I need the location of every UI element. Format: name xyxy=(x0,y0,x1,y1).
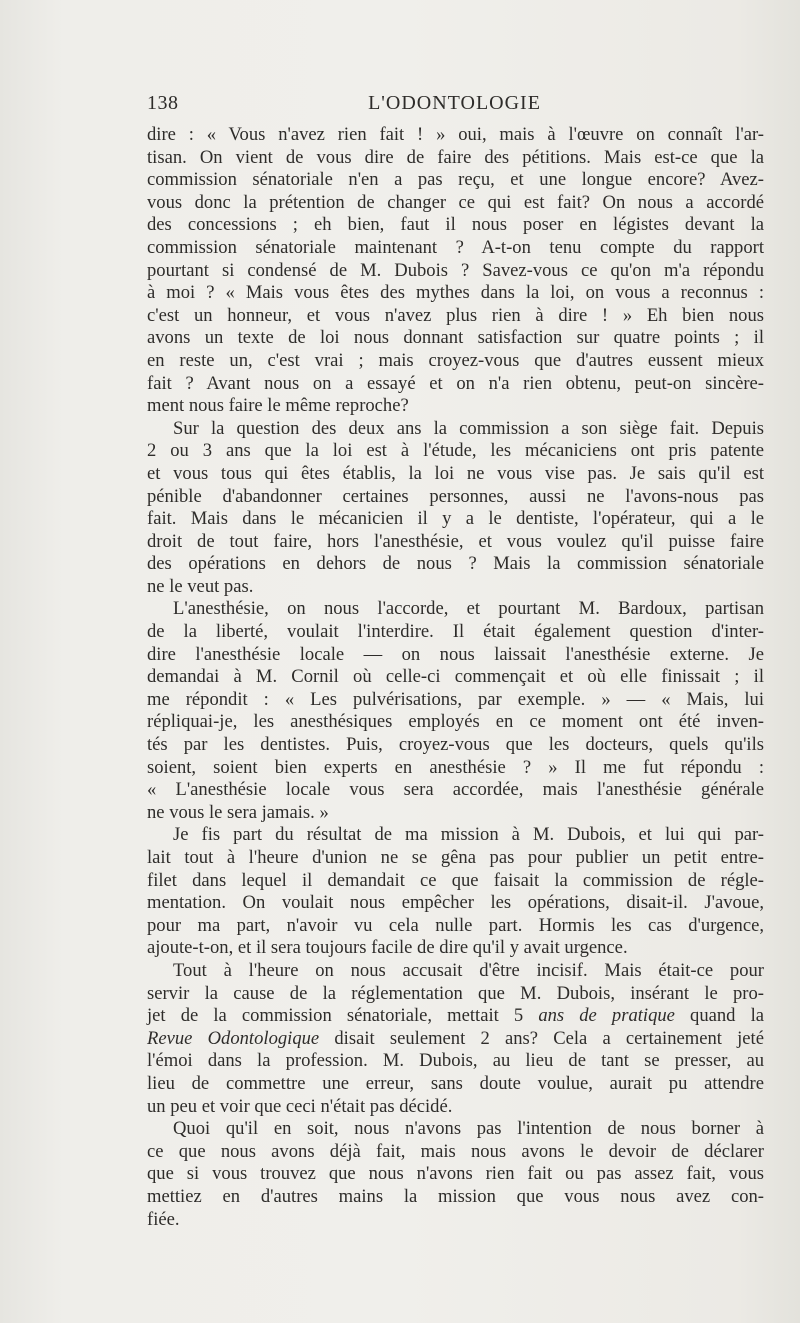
body-text xyxy=(147,124,764,1231)
text-line: Quoi qu'il en soit, nous n'avons pas l'intention de nous borner à xyxy=(173,1118,764,1140)
text-line: dire : « Vous n'avez rien fait ! » oui, mais à l'œuvre on connaît l'ar- xyxy=(147,124,764,145)
text-line: demandai à M. Cornil où celle-ci commençait et où elle finissait ; il xyxy=(147,666,764,688)
text-line: des concessions ; eh bien, faut il nous poser en légistes devant la xyxy=(147,214,764,236)
text-line: filet dans lequel il demandait ce que faisait la commission de régle- xyxy=(147,869,764,891)
text-line: commission sénatoriale n'en a pas reçu, et une longue encore? Avez- xyxy=(147,169,764,191)
text-line: L'anesthésie, on nous l'accorde, et pourtant M. Bardoux, partisan xyxy=(173,598,764,620)
text-line: dire l'anesthésie locale — on nous laissait l'anesthésie externe. Je xyxy=(147,643,764,665)
text-line: Revue Odontologique disait seulement 2 ans? Cela a certainement jeté xyxy=(147,1027,764,1049)
text-line: tés par les dentistes. Puis, croyez-vous que les docteurs, quels qu'ils xyxy=(147,734,764,756)
text-line: des opérations en dehors de nous ? Mais la commission sénatoriale xyxy=(147,553,764,575)
text-line: Sur la question des deux ans la commission a son siège fait. Depuis xyxy=(173,417,764,439)
text-line: ne le veut pas. xyxy=(147,575,254,597)
text-line: mettiez en d'autres mains la mission que vous nous avez con- xyxy=(147,1185,764,1207)
text-line: répliquai-je, les anesthésiques employés en ce moment ont été inven- xyxy=(147,711,764,733)
text-line: ment nous faire le même reproche? xyxy=(147,395,409,417)
text-line: que si vous trouvez que nous n'avons rien fait ou pas assez fait, vous xyxy=(147,1163,764,1185)
text-line: jet de la commission sénatoriale, mettait 5 ans de pratique quand la xyxy=(147,1005,765,1027)
text-line: mentation. On voulait nous empêcher les opérations, disait-il. J'avoue, xyxy=(147,892,764,914)
text-line: droit de tout faire, hors l'anesthésie, et vous voulez qu'il puisse faire xyxy=(147,530,764,552)
text-line: pourtant si condensé de M. Dubois ? Savez-vous ce qu'on m'a répondu xyxy=(147,259,764,281)
text-line: ne vous le sera jamais. » xyxy=(147,801,329,823)
text-line: tisan. On vient de vous dire de faire des pétitions. Mais est-ce que la xyxy=(147,146,764,168)
text-line: fait ? Avant nous on a essayé et on n'a rien obtenu, peut-on sincère- xyxy=(147,372,764,394)
italic-phrase: Revue Odontologique xyxy=(147,1027,320,1049)
text-line: fiée. xyxy=(147,1208,180,1230)
text-line: ce que nous avons déjà fait, mais nous avons le devoir de déclarer xyxy=(147,1140,764,1162)
text-line: servir la cause de la réglementation que M. Dubois, insérant le pro- xyxy=(147,982,764,1004)
text-line: Je fis part du résultat de ma mission à M. Dubois, et lui qui par- xyxy=(173,824,764,846)
italic-phrase: ans de pratique xyxy=(538,1005,675,1027)
text-line: soient, soient bien experts en anesthésie ? » Il me fut répondu : xyxy=(147,756,764,778)
paragraph xyxy=(147,1118,764,1231)
paragraph xyxy=(147,418,764,599)
text-line: lieu de commettre une erreur, sans doute voulue, aurait pu attendre xyxy=(147,1072,764,1094)
text-line: me répondit : « Les pulvérisations, par exemple. » — « Mais, lui xyxy=(147,688,764,710)
paragraph xyxy=(147,598,764,824)
paragraph xyxy=(147,960,764,1118)
text-line: et vous tous qui êtes établis, la loi ne vous vise pas. Je sais qu'il est xyxy=(147,462,764,484)
text-line: Tout à l'heure on nous accusait d'être incisif. Mais était-ce pour xyxy=(173,959,764,981)
text-line: 2 ou 3 ans que la loi est à l'étude, les mécaniciens ont pris patente xyxy=(147,440,764,462)
text-line: pénible d'abandonner certaines personnes, aussi ne l'avons-nous pas xyxy=(147,485,764,507)
text-line: en reste un, c'est vrai ; mais croyez-vous que d'autres eussent mieux xyxy=(147,349,764,371)
page-number: 138 xyxy=(147,92,179,114)
text-line: commission sénatoriale maintenant ? A-t-on tenu compte du rapport xyxy=(147,236,764,258)
text-line: un peu et voir que ceci n'était pas décidé. xyxy=(147,1095,453,1117)
text-line: ajoute-t-on, et il sera toujours facile de dire qu'il y avait urgence. xyxy=(147,937,628,959)
paragraph xyxy=(147,124,764,418)
text-line: à moi ? « Mais vous êtes des mythes dans la loi, on vous a reconnus : xyxy=(147,282,764,304)
page-header xyxy=(147,92,762,118)
text-line: « L'anesthésie locale vous sera accordée, mais l'anesthésie générale xyxy=(147,779,764,801)
text-line: de la liberté, voulait l'interdire. Il était également question d'inter- xyxy=(147,621,764,643)
paragraph xyxy=(147,824,764,960)
text-line: avons un texte de loi nous donnant satisfaction sur quatre points ; il xyxy=(147,327,764,349)
text-line: fait. Mais dans le mécanicien il y a le dentiste, l'opérateur, qui a le xyxy=(147,508,764,530)
text-line: vous donc la prétention de changer ce qui est fait? On nous a accordé xyxy=(147,191,764,213)
running-title: L'ODONTOLOGIE xyxy=(368,92,541,114)
text-line: lait tout à l'heure d'union ne se gêna pas pour publier un petit entre- xyxy=(147,847,764,868)
text-line: c'est un honneur, et vous n'avez plus rien à dire ! » Eh bien nous xyxy=(147,304,764,326)
text-line: pour ma part, n'avoir vu cela nulle part. Hormis les cas d'urgence, xyxy=(147,914,764,936)
text-line: l'émoi dans la profession. M. Dubois, au lieu de tant se presser, au xyxy=(147,1050,764,1072)
